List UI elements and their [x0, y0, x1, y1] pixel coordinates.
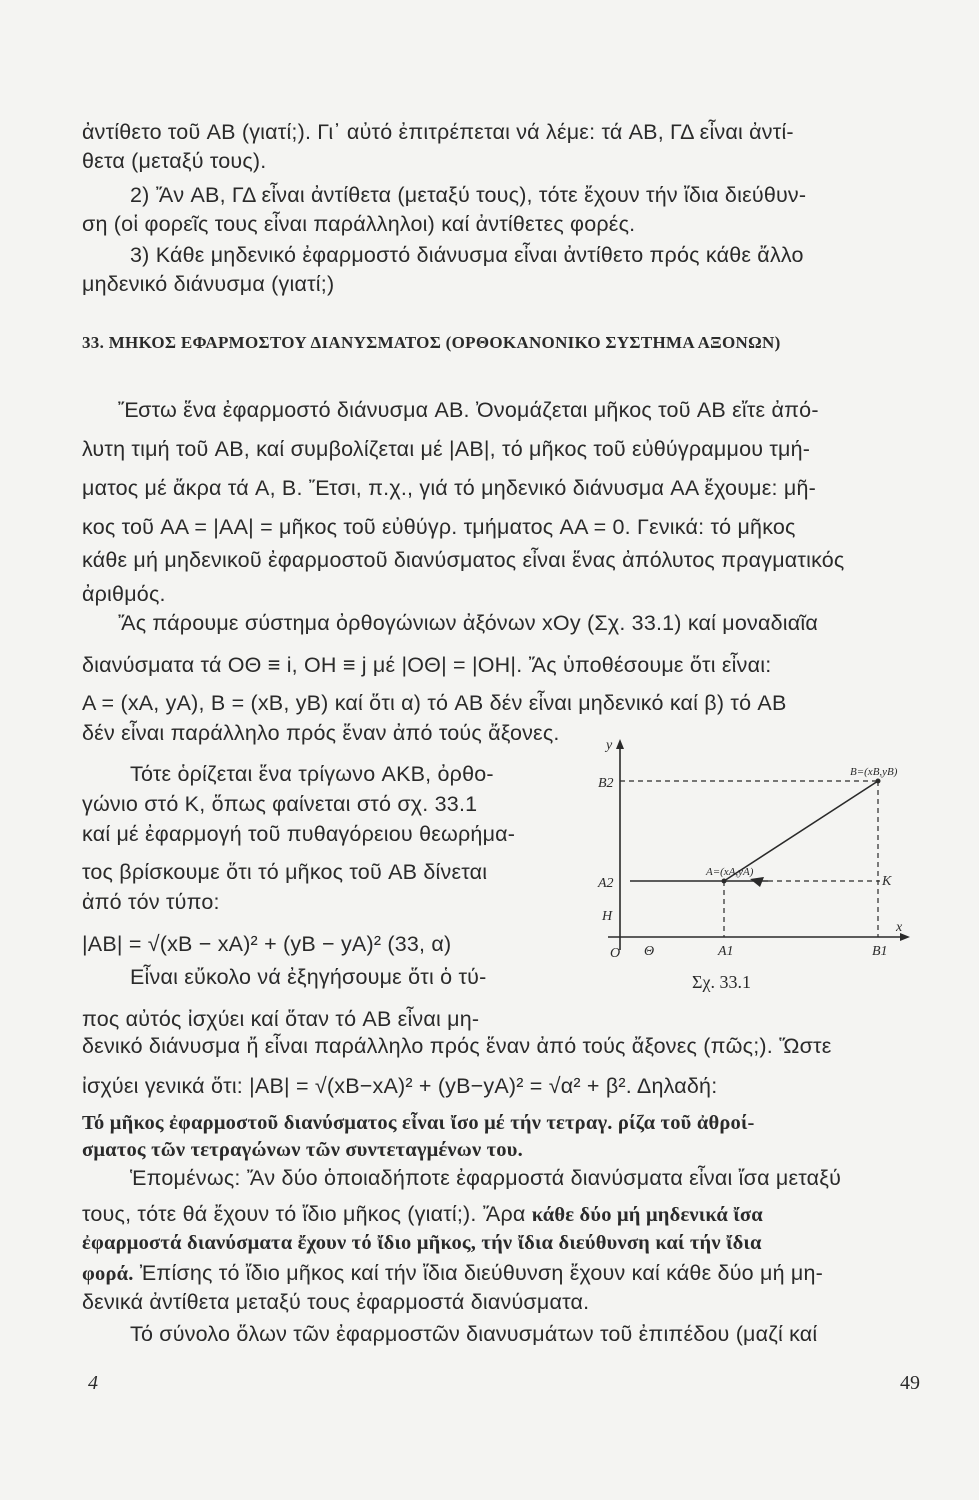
text-line: δέν εἶναι παράλληλο πρός ἕναν ἀπό τούς ἄξονες.: [82, 721, 560, 745]
y-arrow-icon: [616, 739, 624, 749]
point-A: [722, 879, 727, 884]
label-H: H: [602, 909, 613, 924]
text-line: A = (xA, yA), B = (xB, yB) καί ὅτι α) τό AB δέν εἶναι μηδενικό καί β) τό AB: [82, 691, 787, 715]
label-K: K: [882, 874, 892, 889]
text-line: τος βρίσκουμε ὅτι τό μῆκος τοῦ AB δίνεται: [82, 860, 488, 884]
text-line: κάθε μή μηδενικοῦ ἐφαρμοστοῦ διανύσματος εἶναι ἕνας ἀπόλυτος πραγματικός: [82, 548, 845, 572]
text-line: πος αὐτός ἰσχύει καί ὅταν τό AB εἶναι μη-: [82, 1007, 480, 1031]
label-B2: B2: [598, 776, 614, 791]
text-line: θετα (μεταξύ τους).: [82, 149, 267, 173]
margin-mark: 4: [88, 1372, 98, 1394]
text-line: Ἑπομένως: Ἄν δύο ὁποιαδήποτε ἐφαρμοστά διανύσματα εἶναι ἴσα μεταξύ: [130, 1166, 842, 1190]
text-line: κος τοῦ AA = |AA| = μῆκος τοῦ εὐθύγρ. τμήματος AA = 0. Γενικά: τό μῆκος: [82, 515, 796, 539]
text-line: ἀπό τόν τύπο:: [82, 890, 220, 914]
label-A1: A1: [718, 944, 734, 959]
text-line: καί μέ ἐφαρμογή τοῦ πυθαγόρειου θεωρήμα-: [82, 822, 516, 846]
text-line: ση (οἱ φορεῖς τους εἶναι παράλληλοι) καί ἀντίθετες φορές.: [82, 212, 636, 236]
text-line: ἰσχύει γενικά ὅτι: |AB| = √(xB−xA)² + (yB−yA)² = √α² + β². Δηλαδή:: [82, 1074, 718, 1098]
text-line: Ἄς πάρουμε σύστημα ὀρθογώνιων ἀξόνων xOy (Σχ. 33.1) καί μοναδιαῖα: [118, 611, 819, 635]
text-line: γώνιο στό K, ὅπως φαίνεται στό σχ. 33.1: [82, 792, 478, 816]
text-line: [82, 1259, 932, 1288]
label-B1: B1: [872, 944, 888, 959]
figure-33-1: [588, 735, 918, 970]
figure-caption: Σχ. 33.1: [692, 972, 751, 992]
vector-arrowhead-icon: [750, 877, 764, 887]
text-line: ἀριθμός.: [82, 582, 166, 606]
label-B: B=(xB,yB): [850, 766, 898, 778]
text-line: λυτη τιμή τοῦ AB, καί συμβολίζεται μέ |AB|, τό μῆκος τοῦ εὐθύγραμμου τμή-: [82, 437, 811, 461]
text-line: ματος μέ ἄκρα τά A, B. Ἔτσι, π.χ., γιά τό μηδενικό διάνυσμα AA ἔχουμε: μῆ-: [82, 476, 816, 500]
text-span: τους, τότε θά ἔχουν τό ἴδιο μῆκος (γιατί;). Ἄρα: [82, 1202, 532, 1226]
theorem-line: σματος τῶν τετραγώνων τῶν συντεταγμένων του.: [82, 1139, 523, 1161]
label-x: x: [896, 920, 903, 935]
page-number: 49: [900, 1372, 920, 1394]
text-line: Ἔστω ἕνα ἐφαρμοστό διάνυσμα AB. Ὀνομάζεται μῆκος τοῦ AB εἴτε ἀπό-: [118, 398, 819, 422]
text-line: μηδενικό διάνυσμα (γιατί;): [82, 272, 335, 296]
text-line: δενικά ἀντίθετα μεταξύ τους ἐφαρμοστά διανύσματα.: [82, 1290, 590, 1314]
label-O: O: [610, 946, 621, 961]
point-B: [876, 779, 881, 784]
text-line: διανύσματα τά OΘ ≡ i, OH ≡ j μέ |OΘ| = |OH|. Ἄς ὑποθέσουμε ὅτι εἶναι:: [82, 653, 772, 677]
text-line: ἐφαρμοστά διανύσματα ἔχουν τό ἴδιο μῆκος, τήν ἴδια διεύθυνση καί τήν ἴδια: [82, 1232, 762, 1254]
text-line: Τό σύνολο ὅλων τῶν ἐφαρμοστῶν διανυσμάτων τοῦ ἐπιπέδου (μαζί καί: [130, 1322, 818, 1346]
text-line: [82, 1200, 932, 1229]
text-line: 2) Ἄν AB, ΓΔ εἶναι ἀντίθετα (μεταξύ τους), τότε ἔχουν τήν ἴδια διεύθυν-: [130, 183, 807, 207]
text-span: Ἐπίσης τό ἴδιο μῆκος καί τήν ἴδια διεύθυνση ἔχουν καί κάθε δύο μή μη-: [133, 1261, 824, 1285]
formula: |AB| = √(xB − xA)² + (yB − yA)² (33, α): [82, 932, 452, 956]
bold-span: κάθε δύο μή μηδενικά ἴσα: [531, 1204, 763, 1226]
label-A: A=(xA,yA): [706, 866, 754, 878]
text-line: Τότε ὁρίζεται ἕνα τρίγωνο AKB, ὀρθο-: [130, 762, 494, 786]
text-line: δενικό διάνυσμα ἤ εἶναι παράλληλο πρός ἕναν ἀπό τούς ἄξονες (πῶς;). Ὥστε: [82, 1034, 832, 1058]
text-line: ἀντίθετο τοῦ AB (γιατί;). Γι᾽ αὐτό ἐπιτρέπεται νά λέμε: τά AB, ΓΔ εἶναι ἀντί-: [82, 120, 794, 144]
label-y: y: [606, 738, 613, 753]
bold-span: φορά.: [82, 1263, 134, 1285]
theorem-line: Τό μῆκος ἐφαρμοστοῦ διανύσματος εἶναι ἴσο μέ τήν τετραγ. ρίζα τοῦ ἀθροί-: [82, 1112, 755, 1134]
text-line: Εἶναι εὔκολο νά ἐξηγήσουμε ὅτι ὁ τύ-: [130, 965, 487, 989]
text-line: 3) Κάθε μηδενικό ἐφαρμοστό διάνυσμα εἶναι ἀντίθετο πρός κάθε ἄλλο: [130, 243, 804, 267]
label-A2: A2: [598, 876, 614, 891]
label-theta: Θ: [644, 944, 655, 959]
section-heading: 33. ΜΗΚΟΣ ΕΦΑΡΜΟΣΤΟΥ ΔΙΑΝΥΣΜΑΤΟΣ (ΟΡΘΟΚΑΝΟΝΙΚΟ ΣΥΣΤΗΜΑ ΑΞΟΝΩΝ): [82, 333, 781, 352]
